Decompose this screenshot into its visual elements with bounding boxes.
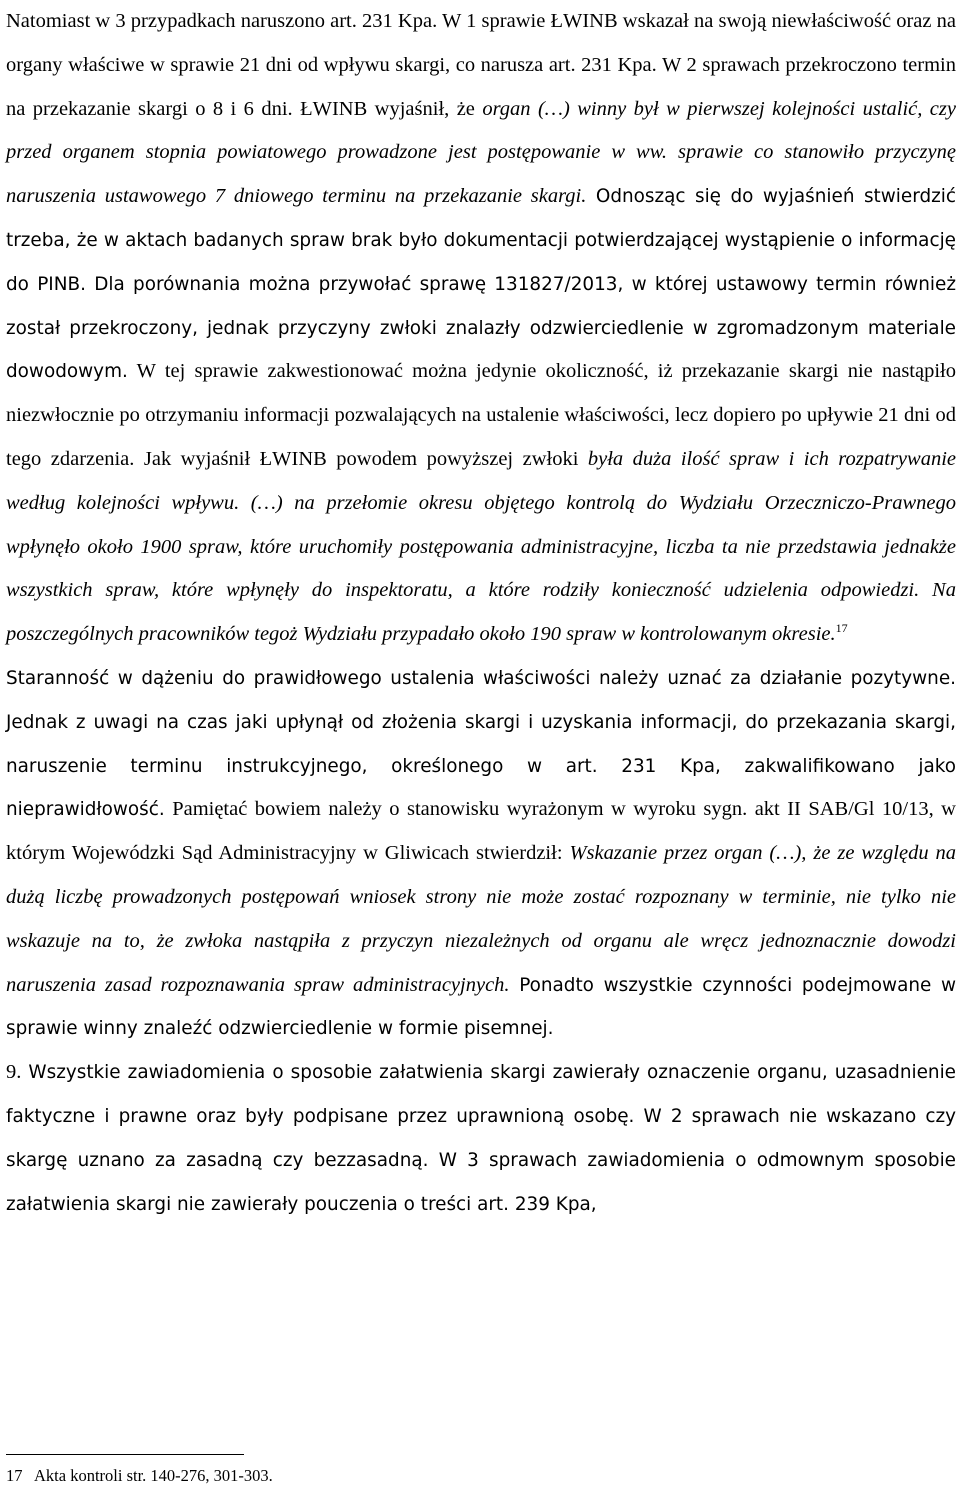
- footnote-separator: [6, 1454, 244, 1455]
- document-page: [6, 0, 956, 1226]
- paragraph-2-text-c: Pamiętać bowiem należy o stanowisku wyrażonym w wyroku sygn. akt II SAB/Gl 10/13, w którym Wojewódzki Sąd Administracyjny w Gliwicach stwierdził:: [6, 798, 956, 865]
- paragraph-2-text-a: Staranność w dążeniu do prawidłowego ustalenia właściwości należy uznać za działanie pozytywne.: [6, 667, 956, 689]
- paragraph-2-text-d: Ponadto wszystkie czynności podejmowane w sprawie winny znaleźć odzwierciedlenie w formie pisemnej.: [6, 974, 957, 1040]
- paragraph-2-quote: Wskazanie przez organ (…), że ze względu na dużą liczbę prowadzonych postępowań wniosek strony nie może zostać rozpoznany w terminie, nie tylko nie wskazuje na to, że zwłoka nastąpiła z przyczyn niezależnych od organu ale wręcz jednoznacznie dowodzi naruszenia zasad rozpoznawania spraw administracyjnych.: [6, 842, 956, 996]
- paragraph-1-quote-a: organ (…) winny był w pierwszej kolejności ustalić, czy przed organem stopnia powiatowego prowadzone jest postępowanie w ww. sprawie co stanowiło przyczynę naruszenia ustawowego 7 dniowego terminu na przekazanie skargi.: [6, 97, 956, 208]
- paragraph-1-text-a: Natomiast w 3 przypadkach naruszono art. 231 Kpa. W 1 sprawie ŁWINB wskazał na swoją niewłaściwość oraz na organy właściwe w sprawie 21 dni od wpływu skargi, co narusza art. 231 Kpa. W 2 sprawach przekroczono termin na przekazanie skargi o 8 i 6 dni. ŁWINB wyjaśnił, że: [6, 10, 956, 120]
- paragraph-2-text-b: Jednak z uwagi na czas jaki upłynął od złożenia skargi i uzyskania informacji, do przekazania skargi, naruszenie terminu instrukcyjnego, określonego w art. 231 Kpa, zakwalifikowano jako nieprawidłowość.: [6, 711, 956, 821]
- paragraph-2: [6, 657, 956, 1051]
- paragraph-1-quote-b: była duża ilość spraw i ich rozpatrywanie według kolejności wpływu. (…) na przełomie okresu objętego kontrolą do Wydziału Orzeczniczo-Prawnego wpłynęło około 1900 spraw, które uruchomiły postępowania administracyjne, liczba ta nie przedstawia jednakże wszystkich spraw, które wpłynęły do inspektoratu, a które rodziły konieczność udzielenia odpowiedzi. Na poszczególnych pracowników tegoż Wydziału przypadało około 190 spraw w kontrolowanym okresie.: [6, 447, 956, 646]
- footnote-number: 17: [6, 1466, 23, 1485]
- paragraph-1: [6, 0, 956, 657]
- paragraph-3-text-a: Wszystkie zawiadomienia o sposobie załatwienia skargi zawierały oznaczenie organu, uzasadnienie faktyczne i prawne oraz były podpisane przez uprawnioną osobę.: [6, 1062, 956, 1127]
- paragraph-3-number: 9.: [6, 1061, 22, 1084]
- paragraph-3-text-b: W 2 sprawach nie wskazano czy skargę uznano za zasadną czy bezzasadną.: [6, 1105, 957, 1171]
- footnote-text: Akta kontroli str. 140-276, 301-303.: [34, 1466, 273, 1485]
- footnote: [6, 1466, 273, 1486]
- footnote-reference[interactable]: 17: [835, 621, 848, 636]
- paragraph-3-text-c: W 3 sprawach zawiadomienia o odmownym sposobie załatwienia skargi nie zawierały pouczenia o treści art. 239 Kpa,: [6, 1149, 956, 1215]
- paragraph-1-text-d: W tej sprawie zakwestionować można jedynie okoliczność, iż przekazanie skargi nie nastąpiło niezwłocznie po otrzymaniu informacji pozwalających na ustalenie właściwości, lecz dopiero po upływie 21 dni od tego zdarzenia. Jak wyjaśnił ŁWINB powodem powyższej zwłoki: [6, 360, 956, 470]
- paragraph-3: [6, 1051, 956, 1226]
- paragraph-1-text-c: Dla porównania można przywołać sprawę 131827/2013, w której ustawowy termin również został przekroczony, jednak przyczyny zwłoki znalazły odzwierciedlenie w zgromadzonym materiale dowodowym.: [6, 273, 956, 383]
- paragraph-1-text-b: Odnosząc się do wyjaśnień stwierdzić trzeba, że w aktach badanych spraw brak było dokumentacji potwierdzającej wystąpienie o informację do PINB.: [6, 186, 956, 295]
